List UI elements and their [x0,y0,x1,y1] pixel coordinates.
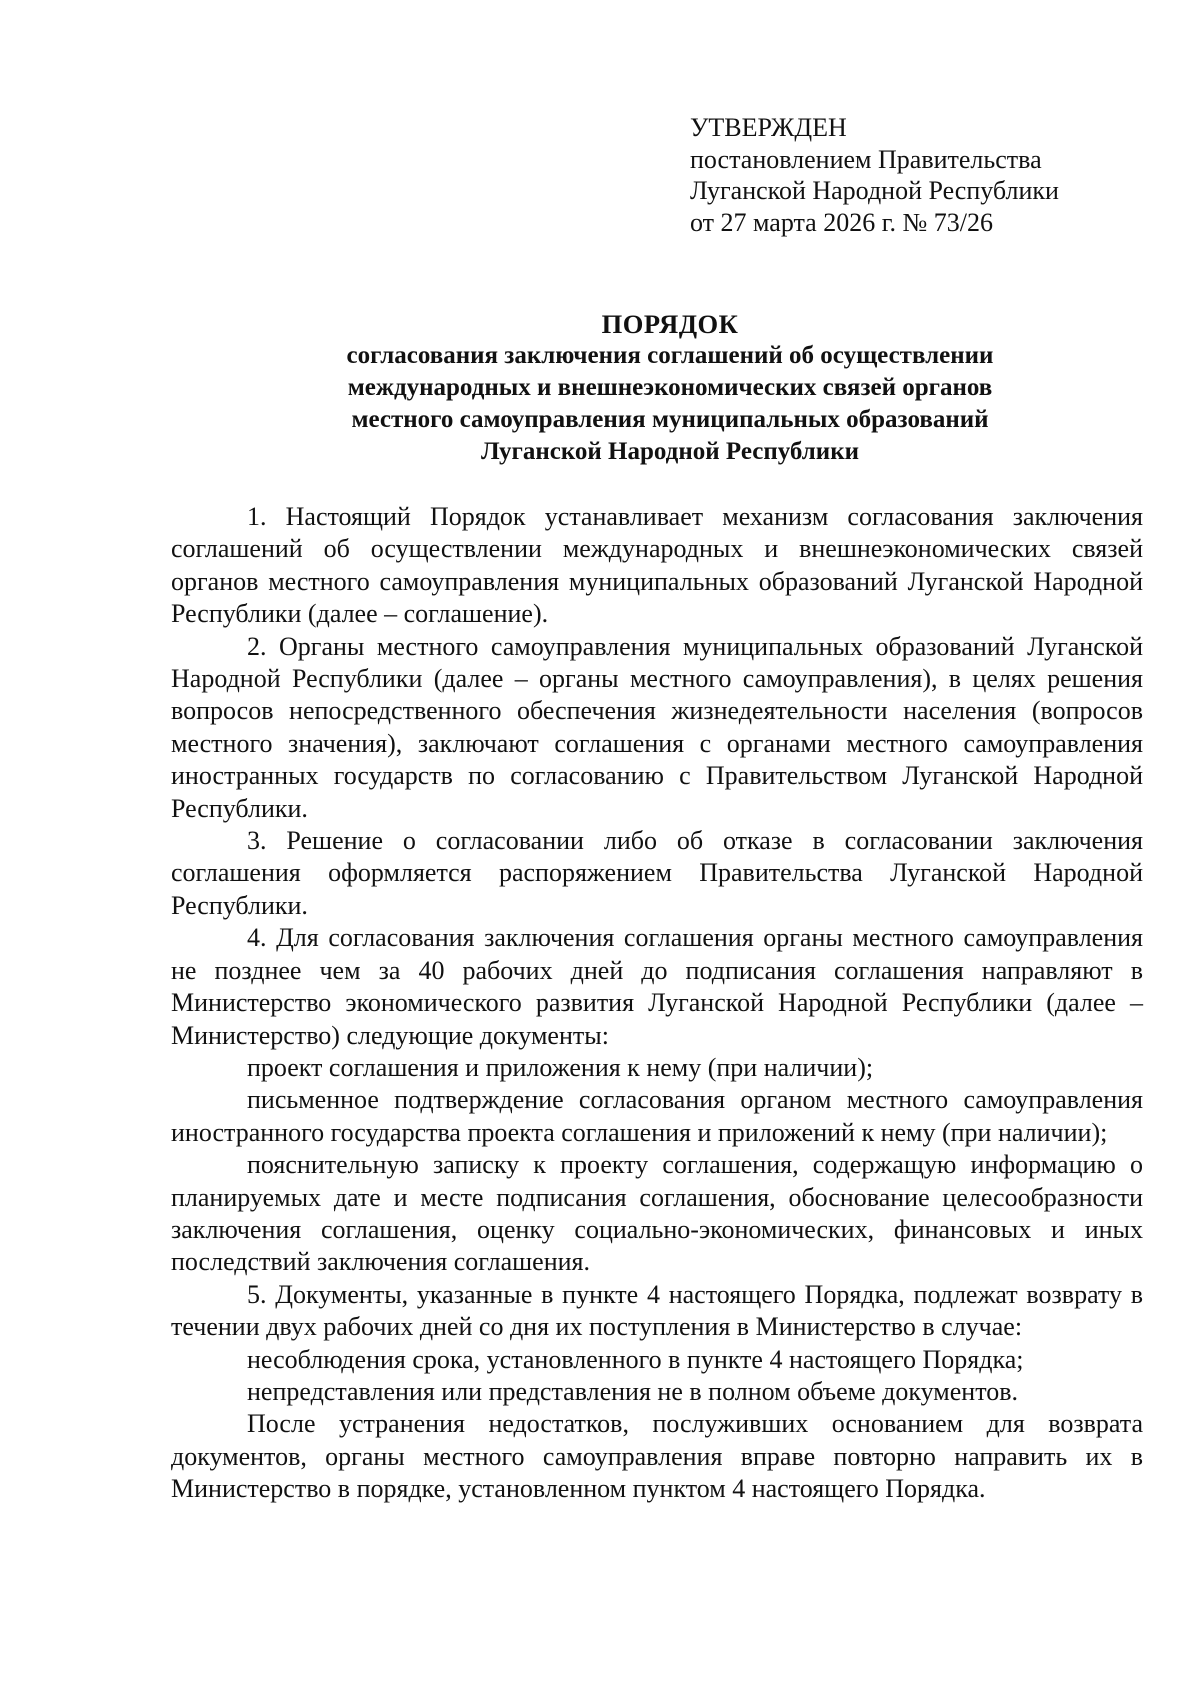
list-item: несоблюдения срока, установленного в пункте 4 настоящего Порядка; [247,1344,1024,1374]
list-item: проект соглашения и приложения к нему (при наличии); [247,1052,874,1082]
title-main: ПОРЯДОК [601,309,739,339]
paragraph: 4. Для согласования заключения соглашения органы местного самоуправления не позднее чем за 40 рабочих дней до подписания соглашения направляют в Министерство экономического развития Луганской Народной Республики (далее – Министерство) следующие документы: [171,923,1143,1050]
paragraph: 5. Документы, указанные в пункте 4 настоящего Порядка, подлежат возврату в течении двух рабочих дней со дня их поступления в Министерство в случае: [171,1279,1143,1342]
approval-stamp [690,112,1170,238]
title-line: Луганской Народной Республики [480,438,860,465]
approval-date: от 27 марта 2026 г. № 73/26 [690,207,993,237]
title-line: местного самоуправления муниципальных образований [351,406,989,433]
list-item: письменное подтверждение согласования органом местного самоуправления иностранного государства проекта соглашения и приложений к нему (при наличии); [171,1085,1143,1147]
paragraph: 1. Настоящий Порядок устанавливает механизм согласования заключения соглашений об осуществлении международных и внешнеэкономических связей органов местного самоуправления муниципальных образований Луганской Народной Республики (далее – соглашение). [171,502,1143,629]
paragraph: После устранения недостатков, послуживших основанием для возврата документов, органы местного самоуправления вправе повторно направить их в Министерство в порядке, установленном пунктом 4 настоящего Порядка. [171,1409,1143,1504]
approval-heading: УТВЕРЖДЕН [690,113,847,142]
document-title [170,308,1170,468]
paragraph: 3. Решение о согласовании либо об отказе в согласовании заключения соглашения оформляется распоряжением Правительства Луганской Народной Республики. [171,826,1143,920]
list-item: непредставления или представления не в полном объеме документов. [247,1376,1018,1406]
title-line: согласования заключения соглашений об осуществлении [346,342,994,369]
approval-line: Луганской Народной Республики [690,176,1059,205]
title-line: международных и внешнеэкономических связей органов [347,374,993,401]
list-item: пояснительную записку к проекту соглашения, содержащую информацию о планируемых дате и месте подписания соглашения, обоснование целесообразности заключения соглашения, оценку социально-экономических, финансовых и иных последствий заключения соглашения. [171,1150,1143,1277]
document-body [171,501,1143,1506]
paragraph: 2. Органы местного самоуправления муниципальных образований Луганской Народной Республики (далее – органы местного самоуправления), в целях решения вопросов непосредственного обеспечения жизнедеятельности населения (вопросов местного значения), заключают соглашения с органами местного самоуправления иностранных государств по согласованию с Правительством Луганской Народной Республики. [171,631,1143,823]
approval-line: постановлением Правительства [690,144,1042,174]
